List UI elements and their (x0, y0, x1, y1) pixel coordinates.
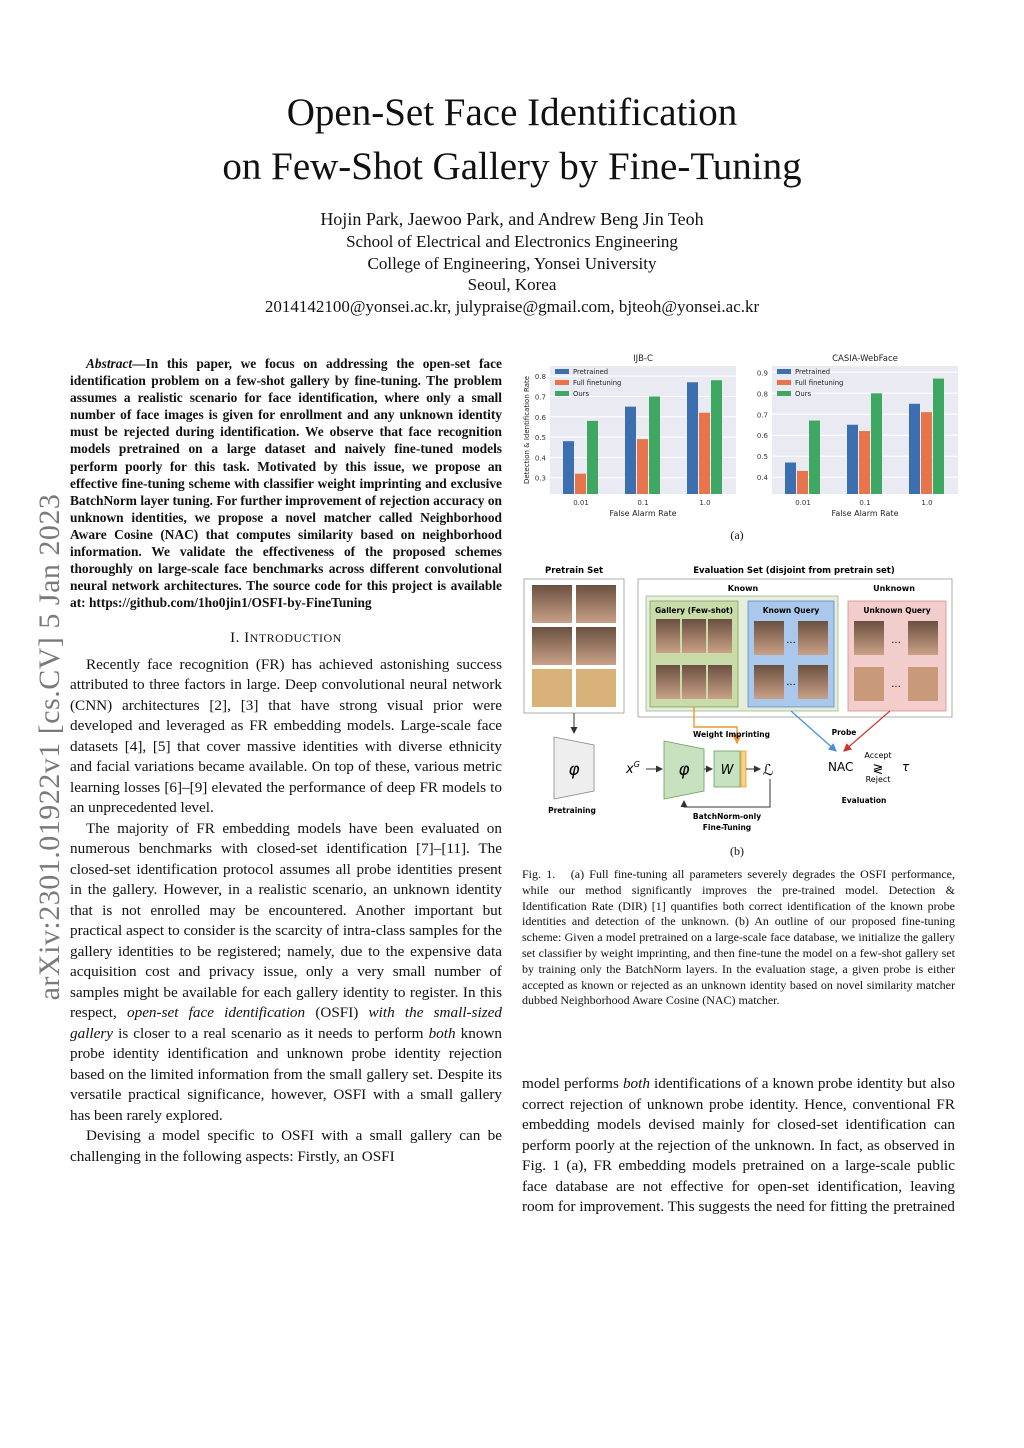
affiliation-2: College of Engineering, Yonsei University (367, 253, 657, 273)
eval-set-label: Evaluation Set (disjoint from pretrain set) (693, 566, 895, 576)
known-query-label: Known Query (762, 606, 820, 615)
legend-swatch (555, 369, 569, 374)
paragraph-1: Recently face recognition (FR) has achieved astonishing success attributed to three factors in large. Deep convolutional neural network (CNN) architectures [2], [3] that have strong visual prior were developed and leveraged as FR embedding models. Large-scale face datasets [4], [5] that cover massive identities with diverse ethnicity and facial variations became available. On top of these, various metric learning losses [6]–[9] elevated the performance of deep FR models to an unprecedented level. (70, 655, 502, 817)
pretrain-set-label: Pretrain Set (544, 566, 604, 576)
svg-text:...: ... (891, 679, 901, 690)
bn-label-2: Fine-Tuning (702, 823, 752, 832)
bar-full-finetuning (859, 431, 870, 494)
y-tick-label: 0.4 (534, 454, 546, 463)
left-column (70, 355, 502, 1167)
unknown-query-label: Unknown Query (863, 606, 931, 615)
input-xg: $x^G$ (626, 760, 640, 777)
abstract (70, 355, 502, 611)
bar-full-finetuning (575, 474, 586, 494)
bar-pretrained (687, 382, 698, 494)
bar-ours (933, 379, 944, 494)
bar-pretrained (563, 441, 574, 494)
legend-swatch (777, 391, 791, 396)
y-tick-label: 0.4 (756, 474, 768, 483)
x-tick-label: 1.0 (699, 499, 711, 507)
y-tick-label: 0.8 (534, 373, 546, 382)
bar-full-finetuning (921, 412, 932, 494)
legend-swatch (777, 380, 791, 385)
bar-pretrained (785, 463, 796, 494)
right-column-text: model performs both identifications of a known probe identity but also correct rejection of unknown probe identity. Hence, conventional FR embedding models devised mainly for closed-set identification can perform poorly at the rejection of the unknown. In fact, as observed in Fig. 1 (a), FR embedding models pretrained on a large-scale public face database are not effective for open-set identification, leaving room for improvement. This suggests the need for fitting the pretrained (522, 1075, 955, 1215)
legend-label: Full finetuning (573, 379, 622, 387)
legend-label: Ours (573, 390, 589, 398)
unknown-label: Unknown (873, 584, 915, 593)
legend-label: Ours (795, 390, 811, 398)
svg-text:...: ... (786, 635, 796, 646)
weight-imprinting-label: Weight Imprinting (693, 730, 771, 739)
authors: Hojin Park, Jaewoo Park, and Andrew Beng Jin Teoh (320, 209, 704, 229)
probe-label: Probe (831, 728, 857, 737)
paragraph-3: Devising a model specific to OSFI with a small gallery can be challenging in the following aspects: Firstly, an OSFI (70, 1127, 502, 1165)
affiliation-3: Seoul, Korea (467, 275, 557, 294)
legend-label: Full finetuning (795, 379, 844, 387)
svg-text:...: ... (786, 677, 796, 688)
bar-ours (649, 396, 660, 494)
x-tick-label: 1.0 (921, 499, 933, 507)
svg-text:Accept: Accept (864, 751, 892, 760)
svg-text:W: W (720, 763, 734, 778)
bar-full-finetuning (637, 439, 648, 494)
svg-text:...: ... (891, 635, 901, 646)
figure-1a-charts (520, 350, 960, 525)
bar-ours (871, 393, 882, 494)
bar-ours (711, 380, 722, 494)
x-tick-label: 0.1 (637, 499, 649, 507)
svg-text:φ: φ (568, 760, 580, 780)
svg-text:Reject: Reject (865, 775, 891, 784)
chart-title: IJB-C (633, 354, 653, 364)
bar-pretrained (847, 425, 858, 494)
legend-swatch (555, 380, 569, 385)
figure-1b-label: (b) (730, 844, 744, 858)
y-tick-label: 0.3 (534, 474, 546, 483)
svg-text:φ: φ (678, 760, 690, 780)
y-tick-label: 0.5 (756, 453, 768, 462)
x-axis-label: False Alarm Rate (831, 509, 899, 518)
legend-swatch (777, 369, 791, 374)
title-line-2: on Few-Shot Gallery by Fine-Tuning (222, 145, 802, 188)
y-tick-label: 0.6 (756, 432, 768, 441)
bar-pretrained (909, 404, 920, 494)
x-tick-label: 0.01 (573, 499, 589, 507)
gallery-label: Gallery (Few-shot) (655, 606, 733, 615)
evaluation-label: Evaluation (841, 796, 887, 805)
y-tick-label: 0.9 (756, 369, 768, 378)
y-tick-label: 0.7 (756, 411, 768, 420)
x-tick-label: 0.1 (859, 499, 871, 507)
chart-title: CASIA-WebFace (832, 354, 898, 364)
bar-ours (587, 421, 598, 494)
y-tick-label: 0.8 (756, 390, 768, 399)
legend-label: Pretrained (795, 368, 831, 376)
figure-1b-diagram (522, 561, 955, 839)
y-tick-label: 0.7 (534, 393, 546, 402)
title-line-1: Open-Set Face Identification (286, 91, 738, 134)
legend-swatch (555, 391, 569, 396)
bar-full-finetuning (699, 413, 710, 494)
section-heading: I. INTRODUCTION (230, 630, 342, 647)
bn-label-1: BatchNorm-only (692, 812, 762, 821)
y-tick-label: 0.5 (534, 434, 546, 443)
nac-label: NAC (828, 760, 854, 774)
bar-full-finetuning (797, 471, 808, 494)
x-axis-label: False Alarm Rate (609, 509, 677, 518)
figure-caption: Fig. 1. (a) Full fine-tuning all parameters severely degrades the OSFI performance, while our method significantly improves the pre-trained model. Detection & Identification Rate (DIR) [1] quantifies both correct identification of the known probe identities and detection of the unknown. (b) An outline of our proposed fine-tuning scheme: Given a model pretrained on a large-scale face database, we initialize the gallery set classifier by weight imprinting, and then fine-tune the model on a few-shot gallery set by training only the BatchNorm layers. In the evaluation stage, a given probe is either accepted as known or rejected as an unknown identity based on novel similarity matcher dubbed Neighborhood Aware Cosine (NAC) matcher. (522, 867, 956, 1008)
abstract-text: —In this paper, we focus on addressing the open-set face identification problem on a few-shot gallery by fine-tuning. The problem assumes a realistic scenario for face identification, where only a small number of face images is given for enrollment and any unknown identity must be rejected during identification. We observe that face recognition models pretrained on a large dataset and naively fine-tuned models perform poorly for this task. Motivated by this issue, we propose an effective fine-tuning scheme with classifier weight imprinting and exclusive BatchNorm layer tuning. For further improvement of rejection accuracy on unknown identities, we propose a novel matcher called Neighborhood Aware Cosine (NAC) that computes similarity based on neighborhood information. We validate the effectiveness of the proposed schemes thoroughly on large-scale face benchmarks across different convolutional neural network architectures. The source code for this project is available at: https://github.com/1ho0jin1/OSFI-by-FineTuning (70, 356, 502, 611)
affiliation-1: School of Electrical and Electronics Engineering (346, 232, 678, 251)
bar-pretrained (625, 407, 636, 494)
paragraph-2: The majority of FR embedding models have been evaluated on numerous benchmarks with closed-set identification [7]–[11]. The closed-set identification protocol assumes all probe identities present in the gallery. However, in a realistic scenario, an unknown identity that is not enrolled may be encountered. Another important but practical aspect to consider is the scarcity of intra-class samples for the gallery identities to be registered; namely, due to the expensive data acquisition cost and privacy issue, only a very small number of samples might be available for each gallery identity to register. In this respect, open-set face identification (OSFI) with the small-sized gallery is closer to a real scenario as it needs to perform both known probe identity identification and unknown probe identity rejection based on the limited information from the small gallery set. Despite its versatile practical significance, however, OSFI with a small gallery has been rarely explored. (70, 819, 503, 1124)
pretraining-label: Pretraining (548, 806, 596, 815)
loss-symbol: ℒ (762, 761, 774, 779)
svg-text:τ: τ (902, 760, 910, 774)
figure-1a-label: (a) (730, 528, 744, 542)
legend-label: Pretrained (573, 368, 609, 376)
bar-ours (809, 421, 820, 494)
svg-text:≷: ≷ (872, 762, 884, 777)
known-label: Known (727, 584, 759, 593)
emails: 2014142100@yonsei.ac.kr, julypraise@gmail.com, bjteoh@yonsei.ac.kr (264, 296, 760, 316)
y-axis-label: Detection & Identification Rate (523, 375, 531, 485)
author-block (0, 208, 1024, 317)
y-tick-label: 0.6 (534, 413, 546, 422)
abstract-label: Abstract (86, 356, 133, 371)
arxiv-watermark: arXiv:2301.01922v1 [cs.CV] 5 Jan 2023 (33, 493, 66, 1001)
x-tick-label: 0.01 (795, 499, 811, 507)
